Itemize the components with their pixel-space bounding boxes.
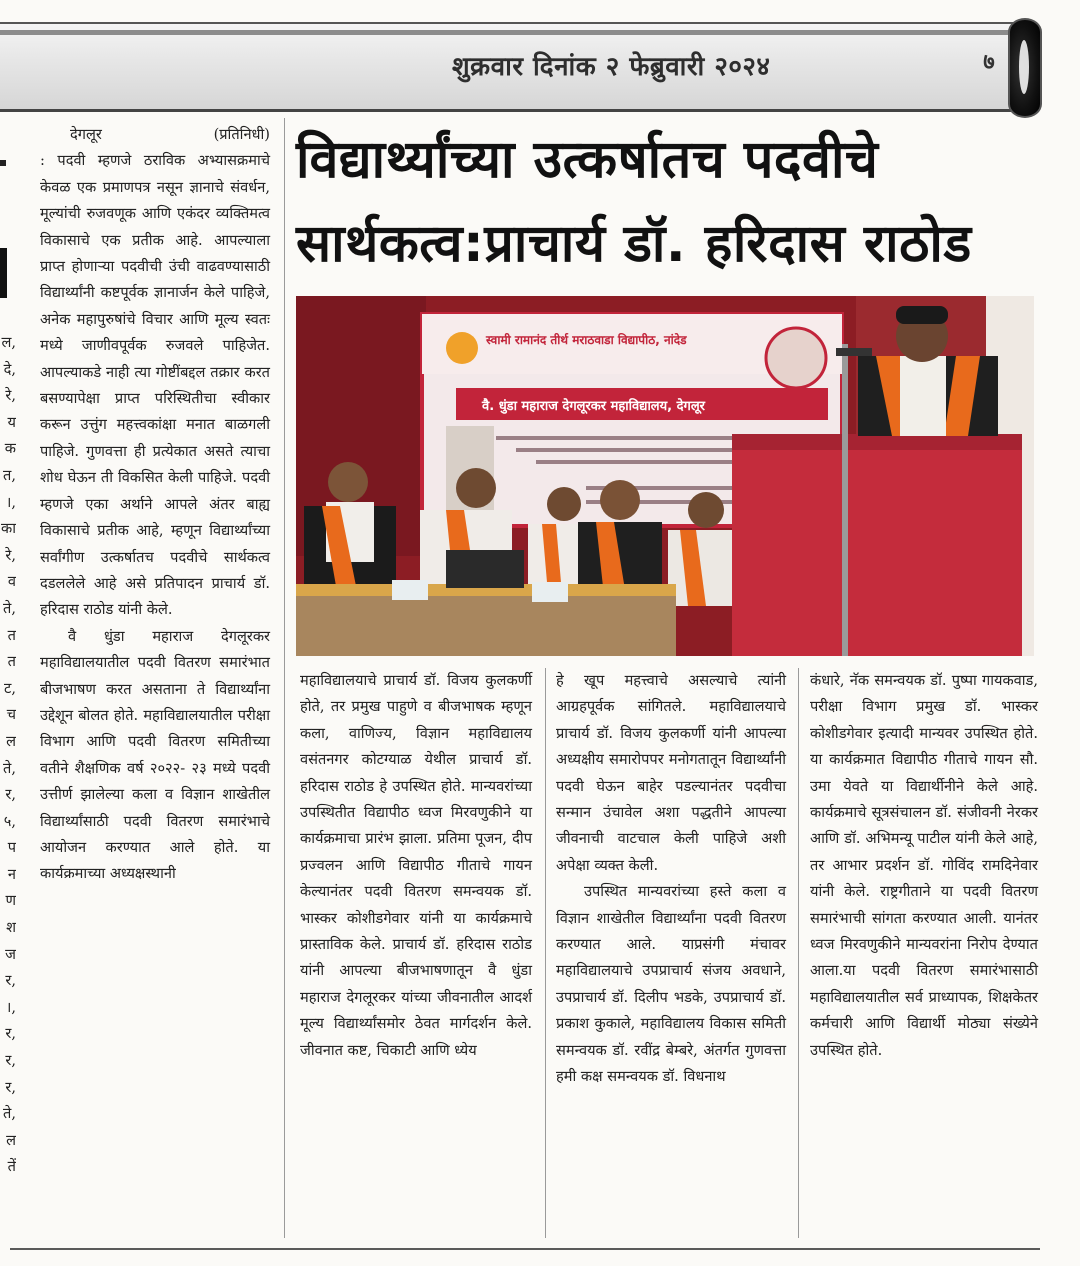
article-column-4	[810, 668, 1038, 1064]
university-logo-icon	[446, 332, 478, 364]
event-photo	[296, 296, 1034, 656]
edge-fragment-line: का	[1, 520, 16, 538]
edge-fragment-line: र,	[5, 1025, 16, 1043]
paragraph: : पदवी म्हणजे ठराविक अभ्यासक्रमाचे केवळ एक प्रमाणपत्र नसून ज्ञानाचे संवर्धन, मूल्यांची रुजवणूक आणि एकंदर व्यक्तिमत्व विकासाचे एक प्रतीक आहे. आपल्याला प्राप्त होणाऱ्या पदवीची उंची वाढवण्यासाठी विद्यार्थ्यांनी कष्टपूर्वक ज्ञानार्जन केले पाहिजे, अनेक महापुरुषांचे विचार आणि मूल्य स्वतः मध्ये जाणीवपूर्वक रुजवले पाहिजेत. आपल्याकडे नाही त्या गोष्टींबद्दल तक्रार करत बसण्यापेक्षा प्राप्त परिस्थितीचा स्वीकार करून उत्तुंग महत्त्वकांक्षा मनात बाळगली पाहिजे. गुणवत्ता ही प्रत्येकात असते त्याचा शोध घेऊन ती विकसित केली पाहिजे. पदवी म्हणजे एका अर्थाने आपले अंतर बाह्य विकासाचे प्रतीक आहे, म्हणून विद्यार्थ्यांच्या सर्वांगीण उत्कर्षातच पदवीचे सार्थकत्व दडललेले आहे असे प्रतिपादन प्राचार्य डॉ. हरिदास राठोड यांनी केले.	[40, 152, 270, 619]
adjacent-column-fragment	[0, 330, 16, 1220]
column-divider	[798, 668, 799, 1238]
edge-fragment-line: र,	[5, 1078, 16, 1096]
edge-fragment-line: त	[7, 653, 16, 671]
edge-fragment-line: क	[4, 440, 16, 458]
banner-line-1: स्वामी रामानंद तीर्थ मराठवाडा विद्यापीठ, नांदेड	[486, 333, 687, 347]
microphone-stand	[842, 344, 848, 656]
edge-fragment-line: रे,	[5, 387, 16, 405]
paragraph: कंधारे, नॅक समन्वयक डॉ. पुष्पा गायकवाड, परीक्षा विभाग प्रमुख डॉ. भास्कर कोशीडगेवार इत्यादी मान्यवर उपस्थित होते. या कार्यक्रमात विद्यापीठ गीताचे गायन सौ. उमा येवते या विद्यार्थीनीने केले आहे. कार्यक्रमाचे सूत्रसंचालन डॉ. संजीवनी नेरकर आणि डॉ. अभिमन्यू पाटील यांनी केले आहे, तर आभार प्रदर्शन डॉ. गोविंद रामदिनेवार यांनी केले. राष्ट्रगीताने या पदवी वितरण समारंभाची सांगता करण्यात आली. यानंतर ध्वज मिरवणुकीने मान्यवरांना निरोप देण्यात आला.या पदवी वितरण समारंभासाठी महाविद्यालयातील सर्व प्राध्यापक, शिक्षकेतर कर्मचारी आणि विद्यार्थी मोठ्या संख्येने उपस्थित होते.	[810, 672, 1038, 1059]
microphone-icon	[836, 348, 872, 356]
edge-fragment-line: त	[7, 626, 16, 644]
headline	[296, 118, 1036, 286]
edge-fragment-line: ज	[5, 945, 16, 963]
headline-line-1: विद्यार्थ्यांच्या उत्कर्षातच पदवीचे	[296, 130, 879, 190]
article-column-1	[40, 122, 270, 888]
edge-fragment-line: र,	[5, 786, 16, 804]
edge-fragment-line: ल	[6, 1131, 16, 1149]
edge-fragment-line: ।,	[5, 493, 16, 511]
edge-fragment-line: ल,	[1, 334, 16, 351]
edge-fragment-line: ते,	[3, 599, 16, 617]
edge-fragment-line: व	[7, 573, 16, 591]
edge-fragment-line: ट,	[4, 679, 16, 697]
paragraph: वै धुंडा महाराज देगलूरकर महाविद्यालयातील पदवी वितरण समारंभात बीजभाषण करत असताना ते विद्यार्थ्यांना उद्देशून बोलत होते. महाविद्यालयातील परीक्षा विभाग आणि पदवी वितरण समितीच्या वतीने शैक्षणिक वर्ष २०२२- २३ मध्ये पदवी उत्तीर्ण झालेल्या कला व विज्ञान शाखेतील विद्यार्थ्यांसाठी पदवी वितरण समारंभाचे आयोजन करण्यात आले होते. या कार्यक्रमाच्या अध्यक्षस्थानी	[40, 627, 270, 883]
article-column-3	[556, 668, 786, 1091]
edge-fragment-line: तें	[7, 1158, 16, 1176]
banner-line-2: वै. धुंडा महाराज देगलूरकर महाविद्यालय, देगलूर	[482, 399, 705, 414]
edge-fragment-line: च	[6, 706, 16, 724]
byline	[40, 122, 270, 148]
edge-fragment-line: र,	[5, 972, 16, 990]
podium	[732, 434, 1022, 656]
edge-fragment-line: श	[6, 919, 16, 937]
edge-fragment-line: ।,	[5, 998, 16, 1016]
bottom-rule	[10, 1248, 1040, 1250]
edge-heading-fragment	[0, 248, 7, 298]
edge-fragment-line: ५,	[3, 812, 16, 830]
portrait-icon	[766, 328, 826, 388]
event-photo-illustration	[296, 296, 1034, 656]
edge-fragment-line: ल	[6, 732, 16, 750]
edge-fragment-line: प	[7, 839, 16, 857]
edge-fragment-line: ते,	[3, 1105, 16, 1123]
paragraph: उपस्थित मान्यवरांच्या हस्ते कला व विज्ञान शाखेतील विद्यार्थ्यांना पदवी वितरण करण्यात आले. याप्रसंगी मंचावर महाविद्यालयाचे उपप्राचार्य संजय अवधाने, उपप्राचार्य डॉ. दिलीप भडके, उपप्राचार्य डॉ. प्रकाश कुकाले, महाविद्यालय विकास समिती समन्वयक डॉ. रवींद्र बेम्बरे, अंतर्गत गुणवत्ता हमी कक्ष समन्वयक डॉ. विधनाथ	[556, 883, 786, 1086]
header-date: शुक्रवार दिनांक २ फेब्रुवारी २०२४	[452, 52, 771, 82]
paragraph: महाविद्यालयाचे प्राचार्य डॉ. विजय कुलकर्णी होते, तर प्रमुख पाहुणे व बीजभाषक म्हणून कला, वाणिज्य, विज्ञान महाविद्यालय वसंतनगर कोटग्याळ येथील प्राचार्य डॉ. हरिदास राठोड हे उपस्थित होते. मान्यवरांच्या उपस्थितीत विद्यापीठ ध्वज मिरवणुकीने या कार्यक्रमाचा प्रारंभ झाला. प्रतिमा पूजन, दीप प्रज्वलन आणि विद्यापीठ गीताचे गायन केल्यानंतर पदवी वितरण समन्वयक डॉ. भास्कर कोशीडगेवार यांनी या कार्यक्रमाचे प्रास्ताविक केले. प्राचार्य डॉ. हरिदास राठोड यांनी आपल्या बीजभाषणातून वै धुंडा महाराज देगलूरकर यांच्या जीवनातील आदर्श मूल्य विद्यार्थ्यांसमोर ठेवत मार्गदर्शन केले. जीवनात कष्ट, चिकाटी आणि ध्येय	[300, 672, 532, 1059]
edge-fragment-line: ते,	[3, 759, 16, 777]
column-divider	[545, 668, 546, 1238]
scroll-roll-icon	[1008, 18, 1042, 118]
edge-fragment-line: दे,	[3, 360, 16, 378]
paragraph: हे खूप महत्त्वाचे असल्याचे त्यांनी आग्रहपूर्वक सांगितले. महाविद्यालयाचे प्राचार्य डॉ. विजय कुलकर्णी यांनी आपल्या अध्यक्षीय समारोपपर मनोगतातून विद्यार्थ्यांनी पदवी घेऊन बाहेर पडल्यानंतर पदवीचा सन्मान उंचावेल अशा पद्धतीने आपल्या जीवनाची वाटचाल केली पाहिजे अशी अपेक्षा व्यक्त केली.	[556, 672, 786, 874]
edge-fragment-line: न	[7, 865, 16, 883]
edge-fragment-line: त,	[3, 466, 16, 484]
byline-place: देगलूर	[70, 126, 102, 143]
headline-line-2: सार्थकत्व:प्राचार्य डॉ. हरिदास राठोड	[296, 214, 972, 274]
page-number: ७	[983, 50, 995, 75]
edge-fragment-line: रे,	[5, 546, 16, 564]
edge-fragment-line: ण	[5, 892, 16, 910]
edge-bullet	[0, 160, 6, 166]
article-column-2	[300, 668, 532, 1064]
byline-tag: (प्रतिनिधी)	[213, 126, 270, 143]
column-divider	[284, 118, 285, 1238]
edge-fragment-line: र,	[5, 1052, 16, 1070]
edge-fragment-line: य	[7, 413, 16, 431]
